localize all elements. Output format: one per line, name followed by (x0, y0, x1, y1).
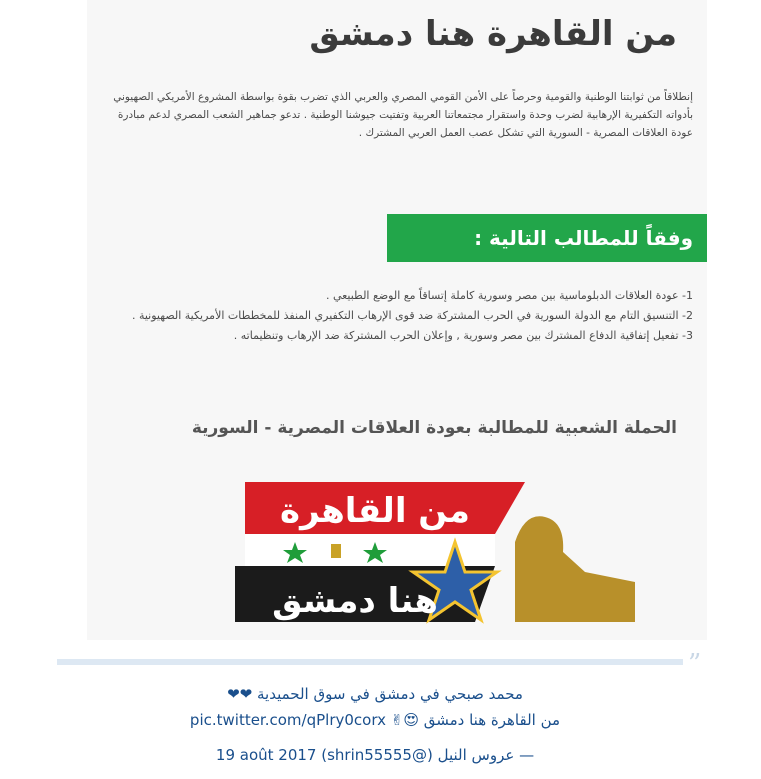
intro-paragraph: إنطلاقاً من ثوابتنا الوطنية والقومية وحرصاً على الأمن القومي المصري والعربي الذي تضرب بقوة بواسطة المشروع الأمريكي الصهيوني بأدواته التكفيرية الإرهابية لضرب وحدة واستقرار مجتمعاتنا العربية وتفتيت جيوشنا الوطنية . تدعو جماهير الشعب المصري لدعم مبادرة عودة العلاقات المصرية - السورية التي تشكل عصب العمل العربي المشترك . (113, 91, 693, 139)
demand-item: 1- عودة العلاقات الدبلوماسية بين مصر وسورية كاملة إتساقاً مع الوضع الطبيعي . (325, 289, 693, 302)
demand-item: 2- التنسيق التام مع الدولة السورية في الحرب المشتركة ضد قوى الإرهاب التكفيري المنفذ للمخططات الأمريكية الصهيونية . (131, 309, 693, 322)
quote-icon: ” (688, 649, 702, 679)
embedded-image (87, 0, 707, 640)
quote-divider (57, 659, 683, 665)
demand-item: 3- تفعيل إتفاقية الدفاع المشترك بين مصر وسورية , وإعلان الحرب المشتركة ضد الإرهاب وتنظيماته . (233, 329, 693, 342)
campaign-logo (225, 472, 645, 630)
tweet-link[interactable]: pic.twitter.com/qPlry0corx (189, 711, 386, 729)
document-title: من القاهرة هنا دمشق (309, 14, 677, 54)
logo-line1: من القاهرة (280, 491, 470, 531)
tweet-body (160, 681, 590, 733)
tweet-attribution[interactable]: — عروس النيل (@shrin55555) 19 août 2017 (215, 746, 535, 764)
section-heading-bar: وفقاً للمطالب التالية : (387, 214, 707, 262)
logo-line2: هنا دمشق (272, 581, 438, 621)
campaign-name: الحملة الشعبية للمطالبة بعودة العلاقات المصرية - السورية (191, 418, 677, 438)
tweet-text-fragment: من القاهرة هنا دمشق 😍✌ (390, 711, 561, 729)
tweet-line: محمد صبحي في دمشق في سوق الحميدية ❤❤ (227, 685, 523, 703)
tweet-line (160, 707, 590, 733)
demands-list (103, 286, 693, 346)
eagle-icon (331, 544, 341, 558)
sphinx-icon (515, 516, 635, 622)
